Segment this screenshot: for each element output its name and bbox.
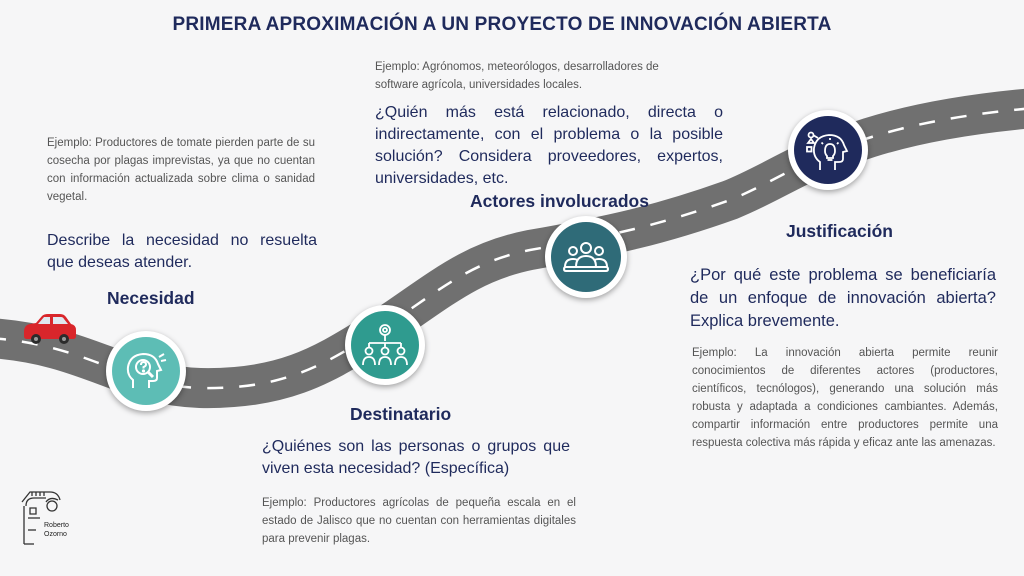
justificacion-node: [788, 110, 868, 190]
robot-logo-icon: [16, 488, 76, 548]
page-title: PRIMERA APROXIMACIÓN A UN PROYECTO DE INNOVACIÓN ABIERTA: [172, 14, 832, 35]
logo-name-line1: Roberto: [44, 522, 69, 529]
actores-question: ¿Quién más está relacionado, directa o indirectamente, con el problema o la posible solución? Considera proveedores, expertos, universidades, etc.: [375, 104, 723, 187]
necesidad-question: Describe la necesidad no resuelta que deseas atender.: [47, 232, 317, 271]
justificacion-question: ¿Por qué este problema se beneficiaría de un enfoque de innovación abierta? Explica brevemente.: [690, 266, 996, 330]
destinatario-example: Ejemplo: Productores agrícolas de pequeña escala en el estado de Jalisco que no cuentan con herramientas digitales para prevenir plagas.: [262, 497, 576, 545]
destinatario-question: ¿Quiénes son las personas o grupos que viven esta necesidad? (Específica): [262, 438, 570, 477]
head-idea-icon: [804, 126, 852, 174]
target-group-icon: [361, 321, 409, 369]
justificacion-label: Justificación: [786, 221, 893, 241]
author-logo: [16, 488, 76, 548]
necesidad-label: Necesidad: [107, 288, 195, 308]
logo-name-line2: Ozorno: [44, 531, 67, 538]
head-search-icon: [123, 348, 169, 394]
justificacion-example: Ejemplo: La innovación abierta permite reunir conocimientos de diferentes actores (productores, científicos, tecnólogos), generando una solución más robusta y adaptada a condiciones cambiantes. Además, compartir información entre productores permite una respuesta colectiva más rápida y eficaz ante las amenazas.: [692, 347, 998, 449]
actores-node: [545, 216, 627, 298]
necesidad-example: Ejemplo: Productores de tomate pierden parte de su cosecha por plagas imprevistas, ya que no cuentan con información actualizada sobre clima o sanidad vegetal.: [47, 137, 315, 203]
destinatario-node: [345, 305, 425, 385]
necesidad-node: [106, 331, 186, 411]
destinatario-label: Destinatario: [350, 404, 452, 424]
people-group-icon: [562, 233, 610, 281]
actores-label: Actores involucrados: [470, 191, 649, 211]
actores-example: Ejemplo: Agrónomos, meteorólogos, desarrolladores de software agrícola, universidades locales.: [375, 61, 659, 91]
